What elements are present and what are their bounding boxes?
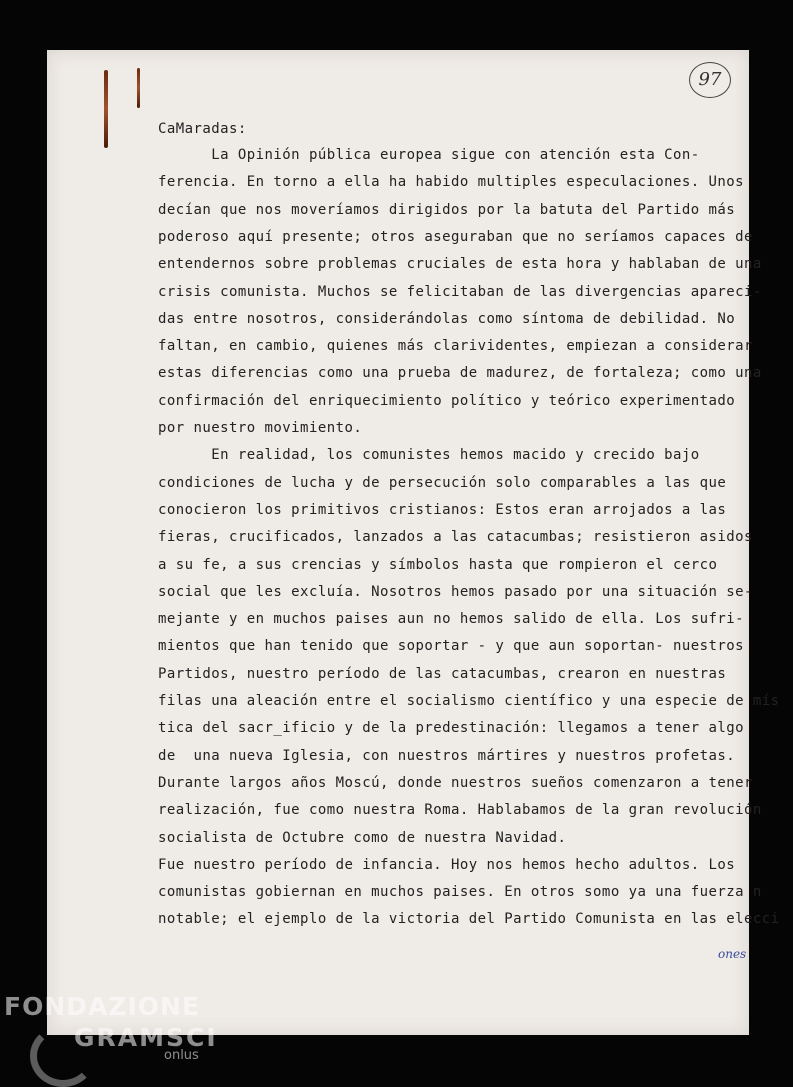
body-line: das entre nosotros, considerándolas como síntoma de debilidad. No	[158, 311, 736, 327]
body-line: conocieron los primitivos cristianos: Estos eran arrojados a las	[158, 502, 727, 518]
body-line: realización, fue como nuestra Roma. Hablabamos de la gran revolución	[158, 802, 762, 818]
body-line: socialista de Octubre como de nuestra Navidad.	[158, 830, 567, 846]
body-line: Durante largos años Moscú, donde nuestros sueños comenzaron a tener	[158, 775, 753, 791]
body-line: por nuestro movimiento.	[158, 420, 363, 436]
watermark-logo-icon	[30, 1025, 96, 1087]
body-line: Fue nuestro período de infancia. Hoy nos hemos hecho adultos. Los	[158, 857, 736, 873]
body-line: poderoso aquí presente; otros aseguraban que no seríamos capaces de	[158, 229, 753, 245]
body-line: fieras, crucificados, lanzados a las catacumbas; resistieron asidos	[158, 529, 753, 545]
handwritten-note: ones	[718, 947, 747, 961]
rust-mark	[137, 68, 140, 108]
body-line: ferencia. En torno a ella ha habido multiples especulaciones. Unos	[158, 174, 744, 190]
watermark-onlus: onlus	[164, 1048, 199, 1063]
body-line: decían que nos moveríamos dirigidos por la batuta del Partido más	[158, 202, 736, 218]
body-line: Partidos, nuestro período de las catacumbas, crearon en nuestras	[158, 666, 727, 682]
watermark-line2: GRAMSCI	[74, 1023, 218, 1052]
body-line: social que les excluía. Nosotros hemos pasado por una situación se-	[158, 584, 753, 600]
body-line: entendernos sobre problemas cruciales de esta hora y hablaban de una	[158, 256, 762, 272]
body-line: notable; el ejemplo de la victoria del Partido Comunista en las elecci	[158, 911, 780, 927]
body-line: a su fe, a sus crencias y símbolos hasta que rompieron el cerco	[158, 557, 718, 573]
page-number: 97	[689, 62, 731, 98]
body-line: faltan, en cambio, quienes más clarividentes, empiezan a considerar	[158, 338, 753, 354]
body-line: mejante y en muchos paises aun no hemos salido de ella. Los sufri-	[158, 611, 744, 627]
body-line: estas diferencias como una prueba de madurez, de fortaleza; como una	[158, 365, 762, 381]
body-line: de una nueva Iglesia, con nuestros mártires y nuestros profetas.	[158, 748, 736, 764]
body-line: crisis comunista. Muchos se felicitaban de las divergencias apareci-	[158, 284, 762, 300]
watermark-line1: FONDAZIONE	[4, 992, 201, 1021]
body-line: filas una aleación entre el socialismo científico y una especie de mís	[158, 693, 780, 709]
body-line: confirmación del enriquecimiento político y teórico experimentado	[158, 393, 736, 409]
body-line: La Opinión pública europea sigue con atención esta Con-	[158, 147, 700, 163]
salutation: CaMaradas:	[158, 121, 247, 137]
body-line: comunistas gobiernan en muchos paises. En otros somo ya una fuerza n	[158, 884, 762, 900]
body-line: tica del sacr_ificio y de la predestinación: llegamos a tener algo	[158, 720, 744, 736]
body-line: condiciones de lucha y de persecución solo comparables a las que	[158, 475, 727, 491]
body-line: mientos que han tenido que soportar - y que aun soportan- nuestros	[158, 638, 744, 654]
body-line: En realidad, los comunistes hemos macido y crecido bajo	[158, 447, 700, 463]
rust-mark	[104, 70, 108, 148]
